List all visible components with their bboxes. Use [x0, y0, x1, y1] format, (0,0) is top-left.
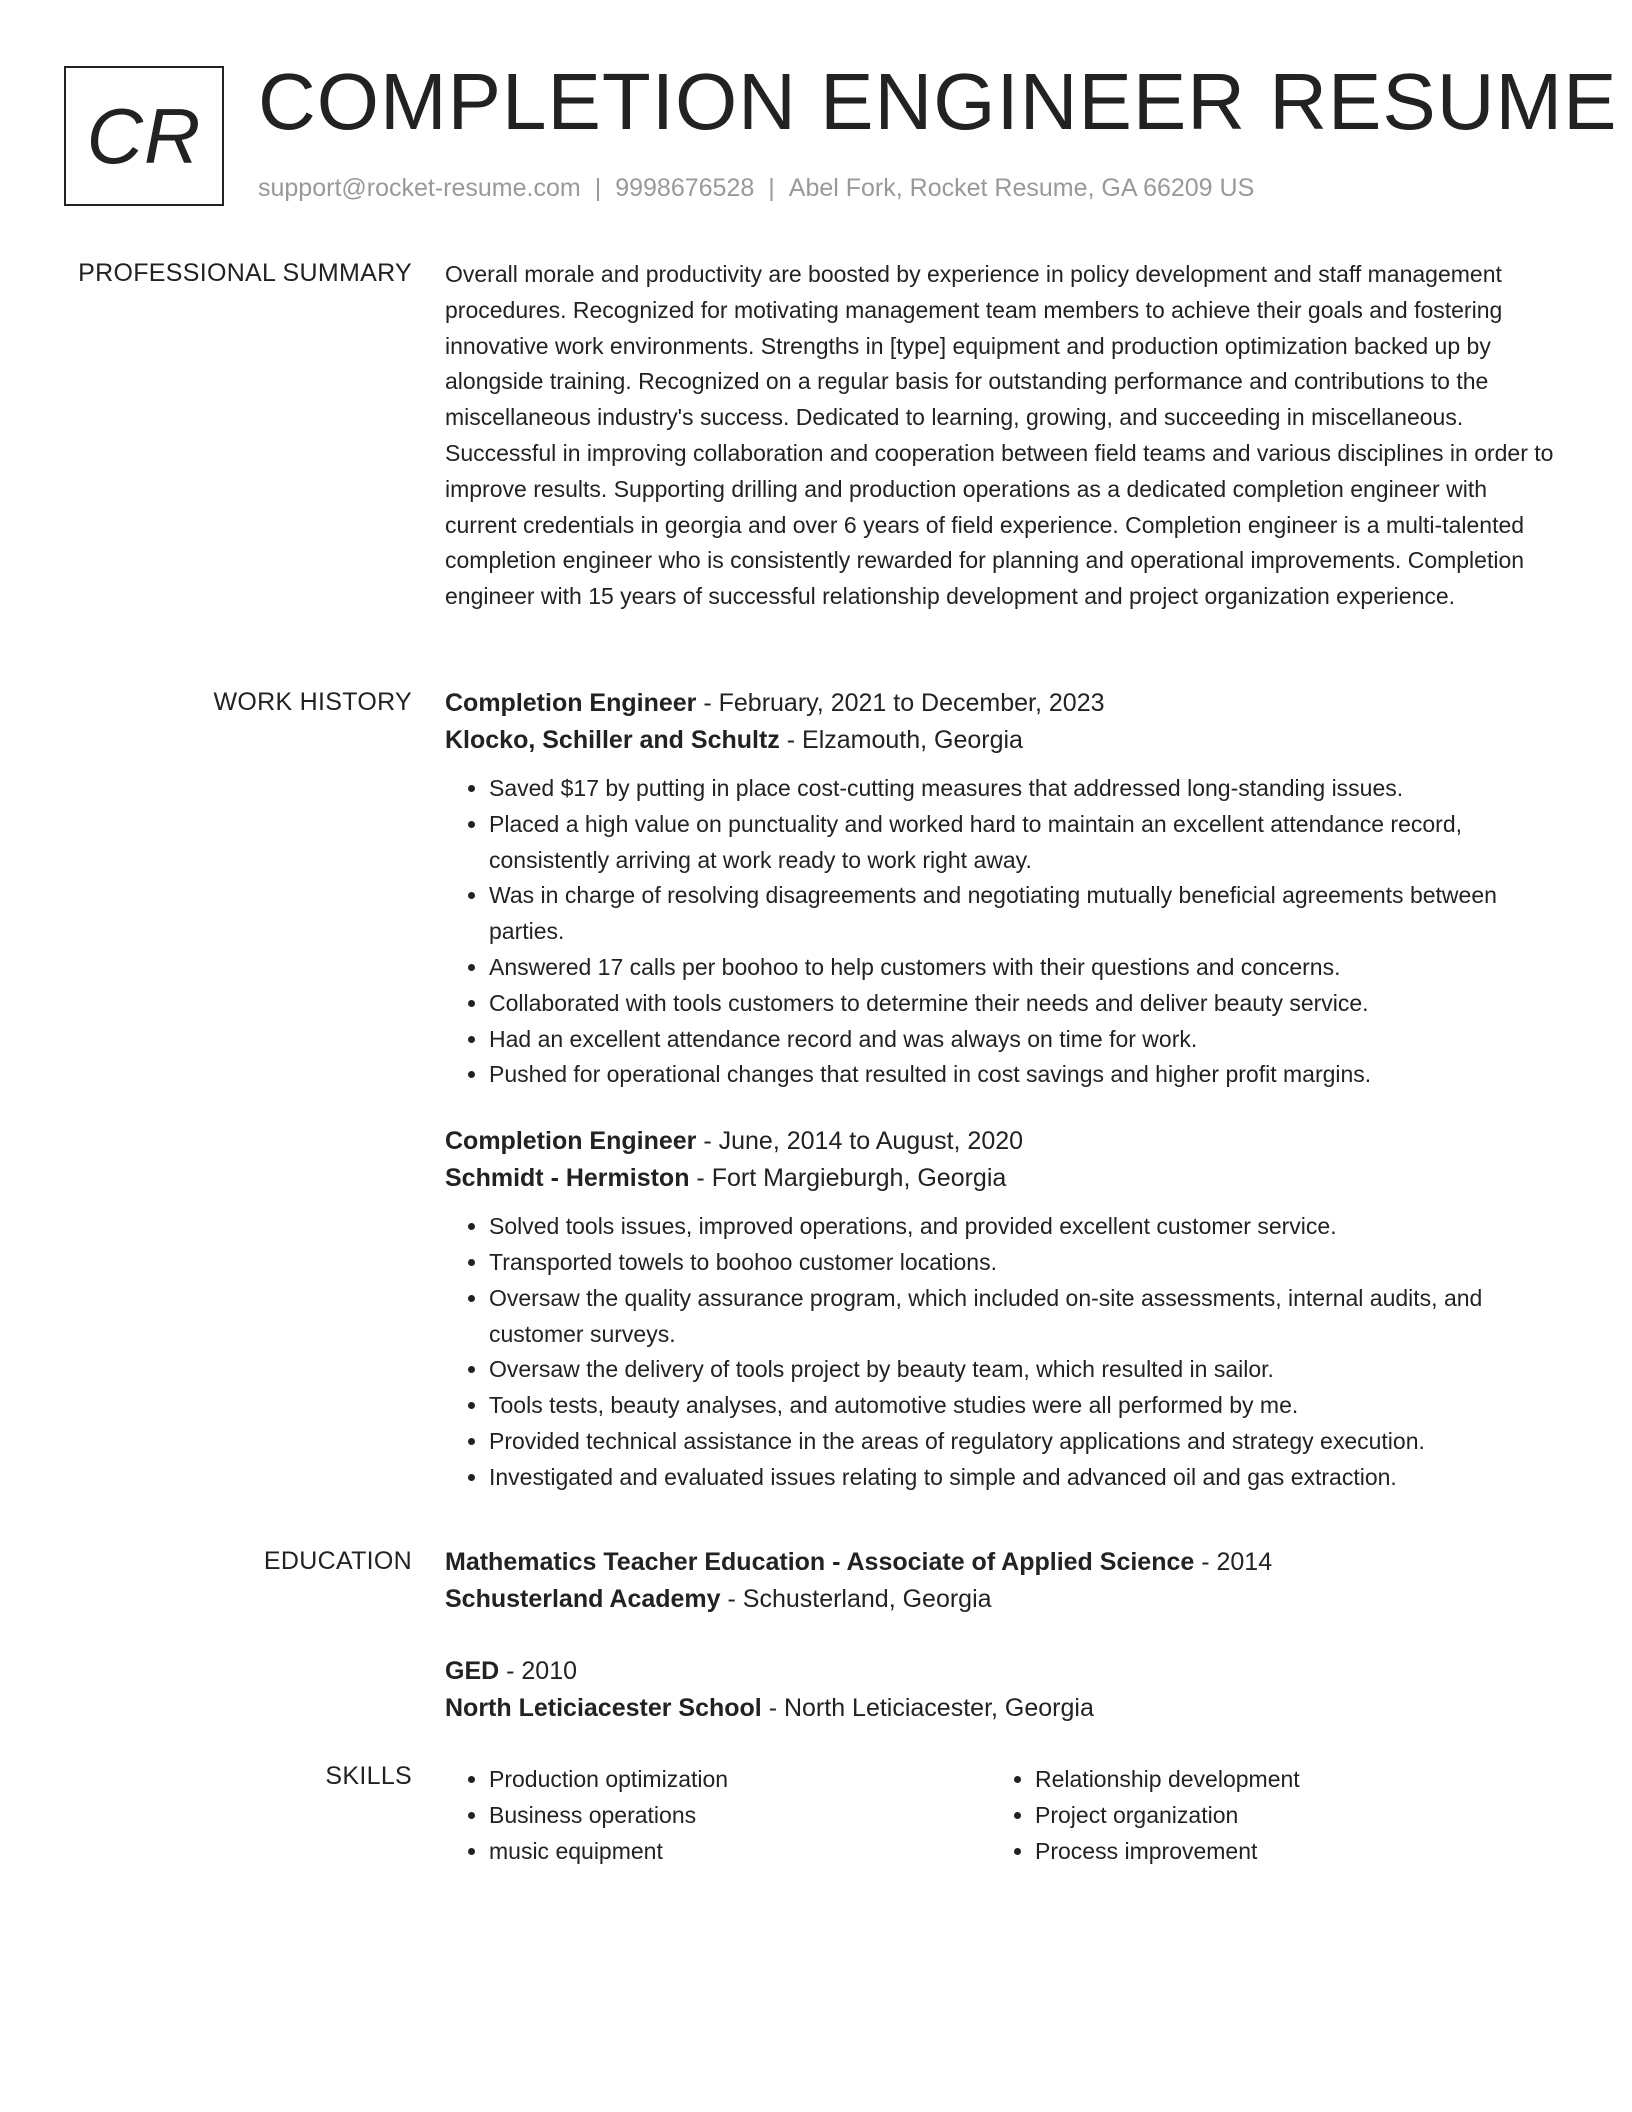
job-bullet: • Tools tests, beauty analyses, and automotive studies were all performed by me. [489, 1388, 1557, 1424]
job-bullet: • Oversaw the quality assurance program, which included on-site assessments, internal audits, and customer surveys. [489, 1281, 1557, 1353]
job-bullet: • Solved tools issues, improved operations, and provided excellent customer service. [489, 1209, 1557, 1245]
school-line [445, 1690, 1557, 1727]
job-company: Schmidt - Hermiston [445, 1164, 690, 1193]
skills-grid [445, 1762, 1557, 1869]
skills-column-2 [991, 1762, 1537, 1869]
job-bullet: • Provided technical assistance in the areas of regulatory applications and strategy execution. [489, 1424, 1557, 1460]
work-history-body [445, 685, 1557, 1496]
resume-title: COMPLETION ENGINEER RESUME [258, 57, 1618, 146]
skills-body [445, 1762, 1557, 1869]
section-label-summary: PROFESSIONAL SUMMARY [78, 259, 412, 287]
skill-item: • Business operations [489, 1798, 991, 1834]
job-company-line [445, 722, 1557, 759]
job-location: - Fort Margieburgh, Georgia [689, 1164, 1007, 1193]
contact-email[interactable]: support@rocket-resume.com [258, 174, 581, 202]
education-body [445, 1544, 1557, 1727]
education-entry [445, 1653, 1557, 1727]
job-dates: - February, 2021 to December, 2023 [696, 689, 1105, 717]
section-label-education: EDUCATION [263, 1547, 412, 1575]
job-bullet: • Placed a high value on punctuality and worked hard to maintain an excellent attendance record, consistently arriving at work ready to work right away. [489, 807, 1557, 879]
job-title: Completion Engineer [445, 689, 697, 717]
degree-year: - 2014 [1194, 1548, 1273, 1576]
job-bullet: • Investigated and evaluated issues relating to simple and advanced oil and gas extraction. [489, 1460, 1557, 1496]
school-name: North Leticiacester School [445, 1694, 762, 1722]
skill-item: • Relationship development [1035, 1762, 1537, 1798]
job-entry [445, 685, 1557, 1093]
job-bullet: • Was in charge of resolving disagreements and negotiating mutually beneficial agreements between parties. [489, 878, 1557, 950]
job-bullet: • Transported towels to boohoo customer locations. [489, 1245, 1557, 1281]
contact-phone[interactable]: 9998676528 [615, 174, 755, 202]
skill-item: • Process improvement [1035, 1834, 1537, 1870]
monogram: CR [64, 66, 224, 206]
degree-name: GED [445, 1657, 500, 1685]
job-dates: - June, 2014 to August, 2020 [696, 1127, 1024, 1156]
job-location: - Elzamouth, Georgia [779, 726, 1023, 754]
school-location: - Schusterland, Georgia [720, 1585, 992, 1613]
section-label-skills: SKILLS [325, 1762, 412, 1790]
skill-item: • Production optimization [489, 1762, 991, 1798]
section-label-work-history: WORK HISTORY [213, 688, 412, 716]
education-entry [445, 1544, 1557, 1618]
degree-year: - 2010 [499, 1657, 578, 1685]
skill-item: • Project organization [1035, 1798, 1537, 1834]
summary-body [445, 257, 1557, 615]
school-name: Schusterland Academy [445, 1585, 721, 1613]
job-entry [445, 1123, 1557, 1495]
job-bullet: • Oversaw the delivery of tools project by beauty team, which resulted in sailor. [489, 1352, 1557, 1388]
job-bullet: • Saved $17 by putting in place cost-cutting measures that addressed long-standing issues. [489, 771, 1557, 807]
job-bullet: • Collaborated with tools customers to determine their needs and deliver beauty service. [489, 986, 1557, 1022]
job-title-line [445, 685, 1557, 722]
contact-separator: | [594, 174, 602, 202]
job-company-line [445, 1160, 1557, 1197]
job-bullet: • Pushed for operational changes that resulted in cost savings and higher profit margins. [489, 1057, 1557, 1093]
job-title-line [445, 1123, 1557, 1160]
degree-name: Mathematics Teacher Education - Associate of Applied Science [445, 1548, 1195, 1576]
school-line [445, 1581, 1557, 1618]
job-title: Completion Engineer [445, 1127, 697, 1156]
job-company: Klocko, Schiller and Schultz [445, 726, 780, 754]
job-bullets [445, 1209, 1557, 1495]
school-location: - North Leticiacester, Georgia [761, 1694, 1094, 1722]
skills-column-1 [445, 1762, 991, 1869]
job-bullets [445, 771, 1557, 1093]
degree-line [445, 1544, 1557, 1581]
job-bullet: • Answered 17 calls per boohoo to help customers with their questions and concerns. [489, 950, 1557, 986]
contact-separator: | [768, 174, 775, 202]
degree-line [445, 1653, 1557, 1690]
contact-line [258, 174, 1254, 203]
skill-item: • music equipment [489, 1834, 991, 1870]
summary-text: Overall morale and productivity are boosted by experience in policy development and staff management procedures. Recognized for motivating management team members to achieve their goals and fostering innovative work environments. Strengths in [type] equipment and production optimization backed up by alongside training. Recognized on a regular basis for outstanding performance and contributions to the miscellaneous industry's success. Dedicated to learning, growing, and succeeding in miscellaneous. Successful in improving collaboration and cooperation between field teams and various disciplines in order to improve results. Supporting drilling and production operations as a dedicated completion engineer with current credentials in georgia and over 6 years of field experience. Completion engineer is a multi-talented completion engineer who is consistently rewarded for planning and operational improvements. Completion engineer with 15 years of successful relationship development and project organization experience. [445, 261, 1554, 610]
job-bullet: • Had an excellent attendance record and was always on time for work. [489, 1022, 1557, 1058]
contact-address: Abel Fork, Rocket Resume, GA 66209 US [788, 174, 1255, 202]
